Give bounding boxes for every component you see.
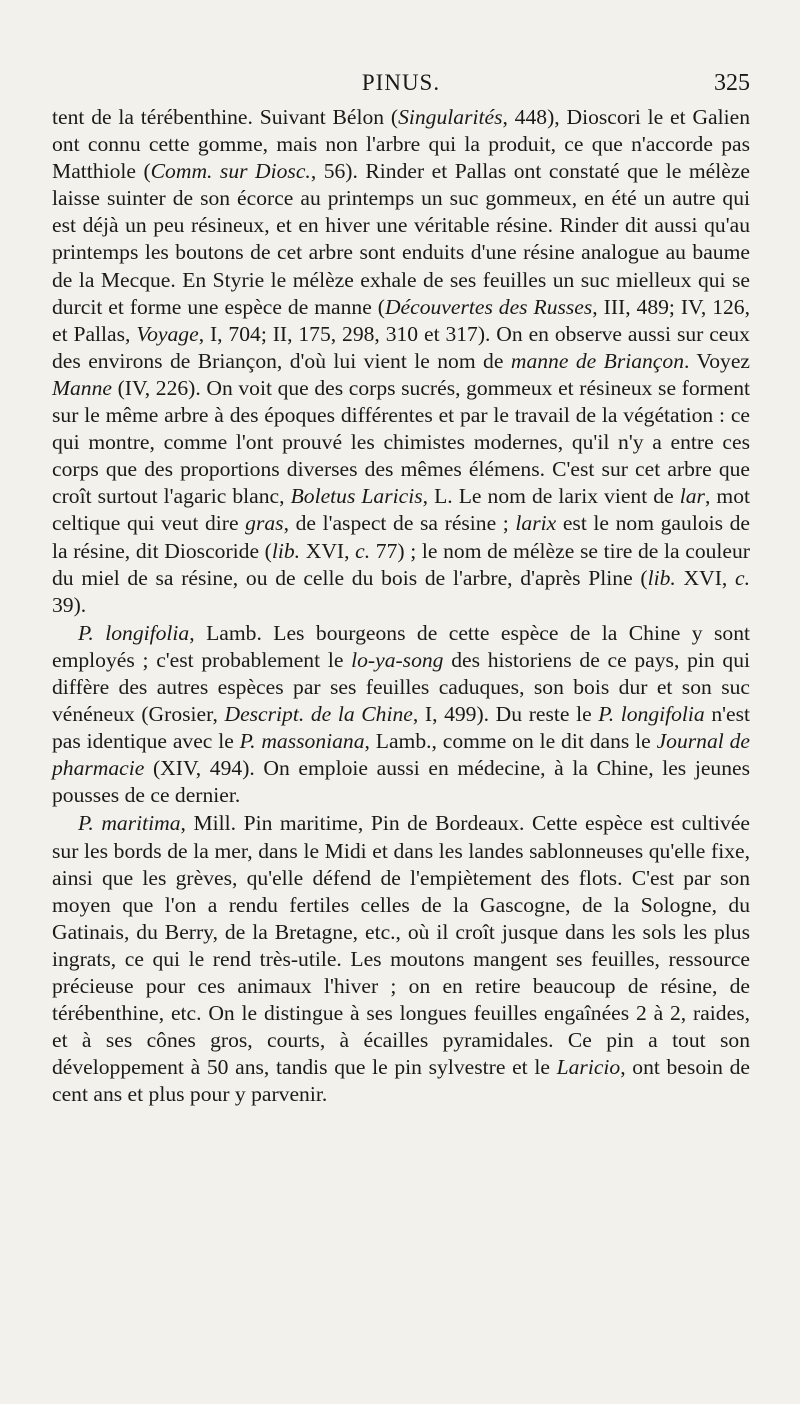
body-text: [52, 104, 750, 1108]
italic-run: Comm. sur Diosc.: [150, 159, 311, 184]
italic-run: Laricio: [556, 1055, 621, 1080]
text-run: , I, 499). Du reste le: [412, 702, 599, 727]
paragraph-larix: [52, 104, 750, 619]
text-run: n'est pas identique avec le: [52, 702, 750, 754]
text-run: , L. Le nom de larix vient de: [422, 484, 680, 509]
italic-run: lib.: [271, 538, 301, 563]
text-run: (IV, 226). On voit que des corps sucrés, gommeux et résineux se forment sur le même arbre à des époques différentes et par le travail de la végétation : ce qui montre, comme l'ont prouvé les chimistes modernes, qu'il n'y a entre ces corps que des proportions diverses des mêmes élémens. C'est sur cet arbre que croît surtout l'agaric blanc,: [52, 375, 750, 509]
italic-run: larix: [515, 511, 557, 536]
text-run: , mot celtique qui veut dire: [52, 484, 750, 536]
running-head: [52, 70, 750, 104]
italic-run: lo-ya-song: [351, 647, 444, 672]
italic-run: manne de Briançon: [510, 348, 684, 373]
italic-run: P. longifolia: [78, 620, 190, 645]
italic-run: Journal de pharmacie: [52, 729, 750, 781]
paragraph-maritima: [52, 810, 750, 1108]
text-run: (XIV, 494). On emploie aussi en médecine, à la Chine, les jeunes pousses de ce dernier.: [52, 756, 750, 808]
text-run: XVI,: [300, 538, 356, 563]
text-run: tent de la térébenthine. Suivant Bélon (: [52, 105, 399, 129]
text-run: , de l'aspect de sa résine ;: [283, 511, 516, 536]
text-run: , Lamb., comme on le dit dans le: [364, 729, 657, 754]
italic-run: c.: [735, 565, 751, 590]
text-run: . Voyez: [684, 348, 750, 373]
text-run: , I, 704; II, 175, 298, 310 et 317). On en observe aussi sur ceux des environs de Briançon, d'où lui vient le nom de: [52, 321, 750, 373]
italic-run: Manne: [52, 375, 112, 400]
text-run: , ont besoin de cent ans et plus pour y parvenir.: [52, 1055, 750, 1107]
text-run: , Mill. Pin maritime, Pin de Bordeaux. Cette espèce est cultivée sur les bords de la mer, dans le Midi et dans les landes sablonneuses qu'elle fixe, ainsi que les grèves, qu'elle défend de l'empiètement des flots. C'est par son moyen que l'on a rendu fertiles celles de la Gascogne, de la Sologne, du Gatinais, du Berry, de la Bretagne, etc., où il croît jusque dans les sols les plus ingrats, ce qui le rend très-utile. Les moutons mangent ses feuilles, ressource précieuse pour ces animaux l'hiver ; on en retire beaucoup de résine, de térébenthine, etc. On le distingue à ses longues feuilles engaînées 2 à 2, raides, et à ses cônes gros, courts, à écailles pyramidales. Ce pin a tout son développement à 50 ans, tandis que le pin sylvestre et le: [52, 811, 750, 1080]
running-title: PINUS.: [361, 70, 441, 95]
text-run: est le nom gaulois de la résine, dit Dioscoride (: [52, 511, 751, 563]
page-number: 325: [714, 70, 750, 96]
italic-run: c.: [355, 538, 371, 563]
italic-run: P. longifolia: [598, 702, 705, 727]
text-run: XVI,: [675, 565, 736, 590]
italic-run: lib.: [647, 565, 676, 590]
italic-run: Voyage: [136, 321, 199, 346]
text-run: 77) ; le nom de mélèze se tire de la couleur du miel de sa résine, ou de celle du bois de l'arbre, d'après Pline (: [52, 538, 751, 590]
italic-run: P. maritima: [78, 811, 181, 836]
italic-run: Singularités: [398, 105, 503, 129]
text-run: des historiens de ce pays, pin qui diffère des autres espèces par ses feuilles caduques, son bois dur et son suc vénéneux (Grosier,: [52, 647, 750, 727]
italic-run: Découvertes des Russes: [384, 294, 593, 319]
text-run: , 56). Rinder et Pallas ont constaté que le mélèze laisse suinter de son écorce au printemps un suc gommeux, en été un autre qui est déjà un peu résineux, et en hiver une véritable résine. Rinder dit aussi qu'au printemps les boutons de cet arbre sont enduits d'une résine analogue au baume de la Mecque. En Styrie le mélèze exhale de ses feuilles un suc mielleux qui se durcit et forme une espèce de manne (: [52, 159, 750, 319]
paragraph-longifolia: [52, 620, 750, 810]
text-run: , Lamb. Les bourgeons de cette espèce de la Chine y sont employés ; c'est probablement le: [52, 620, 750, 672]
italic-run: lar: [679, 484, 705, 509]
italic-run: Descript. de la Chine: [224, 702, 413, 727]
text-run: , 448), Dioscori le et Galien ont connu cette gomme, mais non l'arbre qui la produit, ce que n'accorde pas Matthiole (: [52, 105, 750, 184]
text-run: , III, 489; IV, 126, et Pallas,: [52, 294, 750, 346]
text-run: 39).: [52, 592, 87, 617]
italic-run: gras: [245, 511, 284, 536]
italic-run: P. massoniana: [239, 729, 365, 754]
italic-run: Boletus Laricis: [290, 484, 423, 509]
